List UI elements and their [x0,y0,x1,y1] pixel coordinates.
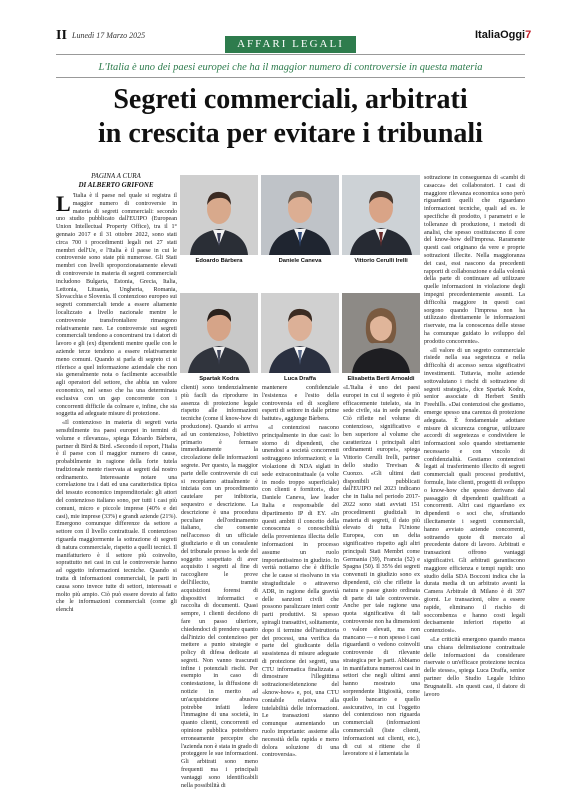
paragraph: L 'Italia è il paese nel quale si registra il maggior numero di controversie in materia di segreti commerciali: secondo uno studio pubblicato dall'EUIPO (European Union Intellectual Property Office), tra il 1° gennaio 2017 e il 31 ottobre 2022, sono stati circa 700 i procedimenti legali nei 27 stati membri dell'Ue, e l'Italia è il paese in cui le controversie sono state più numerose. Gli Stati membri con livelli sproporzionatamente elevati di controversie in materia di segreti commerciali includono Bulgaria, Estonia, Grecia, Italia, Lettonia, Lituania, Ungheria, Romania, Slovacchia e Slovenia. Il contenzioso europeo sui segreti commerciali tende a essere altamente localizzato a livello nazionale mentre le controversie transfrontaliere rimangono relativamente rare. Le controversie sui segreti commerciali tendono a concentrarsi tra i datori di lavoro e gli (ex) dipendenti mentre quelle con le aziende terze tendono a essere relativamente meno comuni. Quando si parla di segreto ci si riferisce a quel informazione aziendale che non sia generalmente nota o facilmente accessibile agli operatori del settore, che abbia un valore economico, nel senso che ha una determinata esclusiva con un gap concorrente con i concorrenti difficile da colmare e, infine, che sia soggetta ad adeguate misure di protezione. [56,191,177,418]
portrait-daniele-caneva [261,175,339,255]
paragraph: sottrazione in conseguenza di «cambi di casacca» dei collaboratori. I casi di maggiore rilevanza economica sono però riguardanti quelli che riguardano informazioni tecniche, quali ad es. le specifiche di prodotto, i parametri e le tolleranze di produzione, i metodi di analisi, che spesso costituiscono il core del know-how dell'impresa. Raramente questi casi originano da vere e proprie sottrazioni illecite. Nella maggioranza dei casi, essi nascono da precedenti rapporti di collaborazione e dalla volontà della parte di continuare ad utilizzare quelle informazioni in violazione degli impegni precedentemente assunti. La difficoltà maggiore in questi casi sorgono quando l'impresa non ha utilizzato direttamente le informazioni riservate, ma la conoscenza delle stesse ha comunque guidato lo sviluppo del prodotto concorrente». [424,175,525,345]
caption-daniele-caneva: Daniele Caneva [278,258,322,264]
paragraph: «L'Italia è uno dei paesi europei in cui il segreto è più efficacemente tutelato, sia in sede civile, sia in sede penale. Ciò riflette nel volume di contenzioso, significativo e ben superiore al volume che caratterizza i principali altri ordinamenti europei», spiega Vittorio Cerulli Irelli, partner dello studio Trevisan & Cuonzo. «Gli ultimi dati disponibili pubblicati dall'EUIPO nel 2023 indicano che in Italia nel periodo 2017-2022 sono stati avviati 151 procedimenti giudiziali in materia di segreti, il dato più elevato di tutta l'Unione Europea, con un delta significativo rispetto agli altri principali Stati Membri come Germania (39), Francia (52) e Spagna (50). Il 35% dei segreti convenuti in giudizio sono ex dipendenti, ciò che riflette la natura e passe giusto ordinata di parte di tale controversie. Anche per tale ragione una quota significativa di tali controversie non ha dimensioni o valore elevati, ma non mancano — e non spesso i casi riguardanti o vedono coinvolti controversie di rilevante strategica per le parti. Abbiamo in manifattura numerosi casi in settori che negli ultimi anni hanno mostrato una sorprendente litigiosità, come quello bancario e quello assicurativo, in cui l'oggetto del contenzioso non riguarda commerciali (informazioni commerciali (liste clienti, informazioni sui clienti, etc.), di cui si ritiene che il lavoratore si è lamentata la [343,385,420,758]
kicker-rule [56,77,525,78]
text-column-3 [262,385,339,759]
page-header [0,0,580,56]
portrait-spartak-kodra [180,293,258,373]
text-column-1 [56,193,177,748]
byline [56,172,176,190]
person-silhouette-icon [342,175,420,255]
caption-edoardo-barbera: Edoardo Bàrbera [195,258,243,264]
portrait-elisabetta-berti-arnoaldi [342,293,420,373]
headline-line-2: in crescita per evitare i tribunali [98,118,483,149]
paragraph: «Le criticità emergono quando manca una chiara delimitazione contrattuale delle informazioni da considerare riservate o un'efficace protezione tecnica delle stesse», spiega Luca Draffa, senior partner dello Studio Legale Ichino Brugnatelli. «In questi casi, il datore di lavoro [424,637,525,698]
byline-author: DI ALBERTO GRIFONE [78,181,154,189]
article-kicker: L'Italia è uno dei paesi europei che ha il maggior numero di controversie in questa materia [98,62,483,73]
person-silhouette-icon [180,293,258,373]
portrait-luca-draffa [261,293,339,373]
section-banner: AFFARI LEGALI [225,36,356,53]
text-column-5 [424,175,525,748]
paragraph: clienti) sono tendenzialmente più facili da riprodurre in assenza di protezione legale rispetto alle informazioni tecniche (come il know-how di produzione). Quando si arriva ad un contenzioso, l'obiettivo primario è fermare immediatamente la circolazione delle informazioni segrete. Per questo, la maggior parte delle controversie di cui si recepiamo attualmente è iniziata con un procedimento cautelare per inibitoria, sequestro e descrizione. La descrizione è una procedura peculiare dell'ordinamento italiano, che consente nell'accesso di un ufficiale giudiziario e di un consulente del tribunale presso la sede del soggetto sospettato di aver acquisito i segreti al fine di raccogliere le prove dell'illecito, tramite acquisizioni forensi di dispositivi informatici e raccolta di documenti. Quasi sempre, i clienti decidono di fare un passo ulteriore, chiedendoci di prendere quanto dall'inizio del contenzioso per mettere a punto strategie e policy di difesa dedicate ai segreti. Non vanno trascurati infine i potenziali rischi. Per esempio in caso di contestazione, la diffusione di notizie in merito ad un'acquisizione abusiva potrebbe infatti ledere l'immagine di una società, in quanto clienti, concorrenti ed opinione pubblica potrebbero erroneamente percepire che l'azienda non è stata in grado di proteggere le sue informazioni. Gli arbitrati sono meno frequenti ma i principali vantaggi sono identificabili nella possibilità di [181,385,258,789]
text-column-2 [181,385,258,789]
paragraph: mantenere confidenziale l'esistenza e l'esito della controversia ed di scegliere esperti di settore in dalle prime battute», aggiunge Bàrbera. [262,385,339,423]
person-silhouette-icon [261,175,339,255]
portrait-vittorio-cerulli-irelli [342,175,420,255]
issue-date: Lunedì 17 Marzo 2025 [72,31,146,40]
paragraph: «Il valore di un segreto commerciale risiede nella sua segretezza e nella difficoltà di accesso senza significativi investimenti. Tuttavia, molte aziende sottovalutano i rischi di sottrazione di segreti strategici», dice Spartak Kodra, senior associate di Herbert Smith Freehills. «Dai contenziosi che gestiamo, emerge spesso una carenza di protezione adeguata. È fondamentale adottare misure di sicurezza congrue, utilizzare accordi di segretezza e condividere le informazioni solo quando strettamente necessario e con vincolo di confidenzialità. Gestiamo contenziosi legati al trasferimento illecito di segreti commerciali quali processi produttivi, formule, liste clienti, progetti di sviluppo o know-how che spesso derivano dal passaggio di dipendenti qualificati a concorrenti. Altri casi riguardano ex dipendenti o soci che, sfruttando illecitamente i segreti commerciali, hanno avviato aziende concorrenti, sottraendo quote di mercato al precedente datore di lavoro. Arbitrati e transazioni offrono vantaggi significativi. Gli arbitrati garantiscono maggiore efficienza e tempi rapidi: uno studio della SDA Bocconi indica che la durata media di un arbitrato avanti la Camera Arbitrale di Milano è di 397 giorni. Le transazioni, oltre a essere rapide, eliminano il rischio di soccombenza e hanno costi legali decisamente inferiori rispetto ai contenziosi». [424,347,525,635]
byline-label: PAGINA A CURA [91,172,141,180]
caption-vittorio-cerulli-irelli: Vittorio Cerulli Irelli [354,258,408,264]
text-column-4 [343,385,420,758]
header-rule [56,54,525,55]
paragraph: «I contenziosi nascono principalmente in due casi: lo storno di dipendenti, che unendosi a società concorrenti sottraggono informazioni; e la violazione di NDA siglati in sede extracontrattuale (a volte in modo troppo superficiale) con clienti e fornitori», dice Daniele Caneva, law leader Italia e responsabile del dipartimento IP di EY. «In questi ambiti il concetto della conoscenza o conoscibilità della provenienza illecita delle informazioni in processo assume un ruolo importantissimo in giudizio. In verità notiamo che è difficile che le cause si risolvano in via stragiudiziale o attraverso ADR, in ragione della gravità delle sanzioni civili che possono paralizzare interi contr parti produttivi. Si spesso spiragli transattivi, solitamente, dopo il termine dell'istruttoria dei processi, una verifica da parte del giudicante della sussistenza di misure adeguate di protezione dei segreti, una CTU informatica finalizzata a dimostrare l'illegittima sottrazione/detenzione del «know-how» e, poi, una CTU contabile relativa alla tutelabilità delle informazioni. Le transazioni stanno comunque aumentando un ruolo importante: assieme alla necessità della rapida e meno dolora soluzione di una controversia». [262,424,339,759]
page-number: II [56,28,67,43]
person-silhouette-icon [261,293,339,373]
person-silhouette-icon [180,175,258,255]
caption-luca-draffa: Luca Draffa [284,376,316,382]
drop-cap: L [56,191,71,216]
caption-elisabetta-berti-arnoaldi: Elisabetta Berti Arnoaldi [347,376,415,382]
publication-logo [475,29,531,41]
headline-line-1: Segreti commerciali, arbitrati [113,84,468,115]
logo-main: ItaliaOggi [475,29,526,41]
person-silhouette-icon [342,293,420,373]
logo-number: 7 [525,29,532,41]
paragraph: «Il contenzioso in materia di segreti varia sensibilmente tra paesi europei in termini di volume e rilevanza», spiega Edoardo Bàrbera, partner di Bird & Bird. «Secondo il report, l'Italia è il paese con il maggior numero di cause, probabilmente in ragione della forte tutela tradizionale mente riservata ai segreti dal nostro ordinamento. Interessante notare una correlazione tra i dati ed una caratteristica tipica del tessuto economico imprenditoriale: gli attori del contenzioso italiano sono, per tutti i casi più comuni, micro e piccole imprese (40% e dei casi), mie imprese (33%) e grandi aziende (21%). Emergono comunque differenze da settore a settore con il livello contrattuale. Il contenzioso riguarda maggiormente la sottrazione di segreti di natura commerciale, rispetto a quelli tecnici. Il manifatturiero è il settore più coinvolto, soprattutto nei casi in cui le controversie hanno ad oggetto informazioni tecniche. Quando si tratta di informazioni commerciali, le parti in causa sono invece tutte di settori, interessati e molto più ampio. Ciò può essere dovuto al fatto che le informazioni commerciali (come gli elenchi [56,420,177,614]
portrait-edoardo-barbera [180,175,258,255]
caption-spartak-kodra: Spartak Kodra [199,376,239,382]
